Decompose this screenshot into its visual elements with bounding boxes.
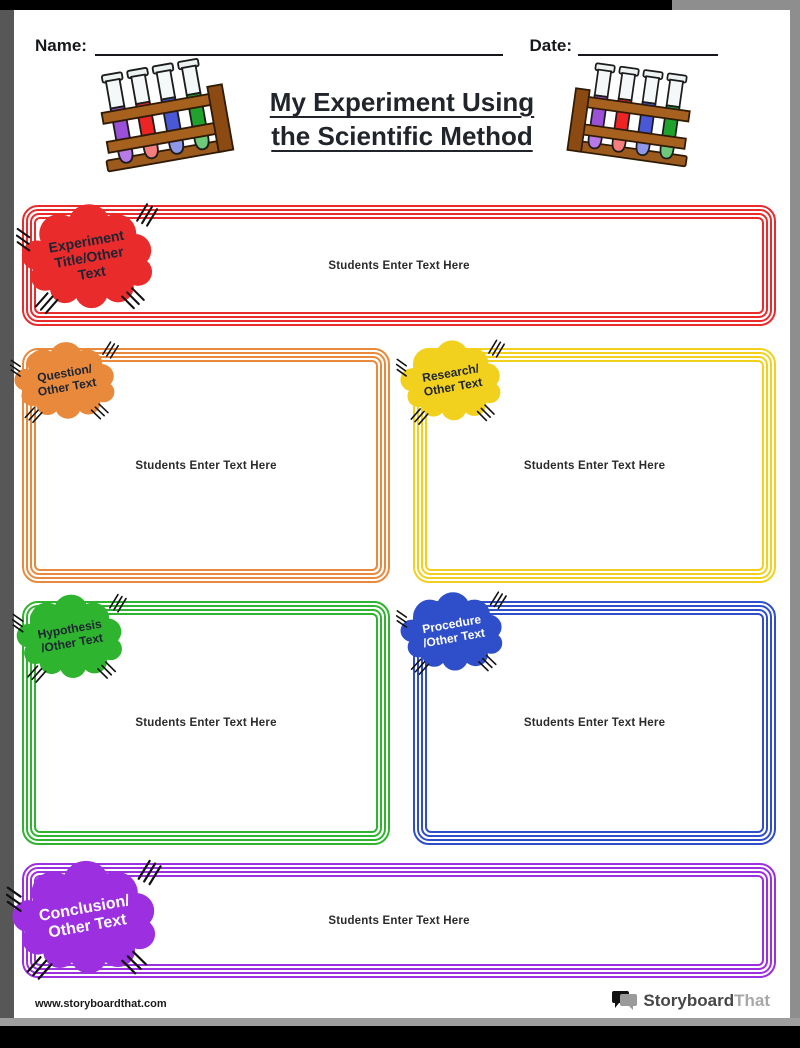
burst-cloud-experiment-title: [16, 196, 162, 318]
text-entry-area[interactable]: Students Enter Text Here: [135, 717, 277, 729]
date-label: Date:: [529, 36, 572, 55]
date-blank-line: [578, 36, 718, 56]
text-entry-area[interactable]: Students Enter Text Here: [523, 459, 666, 472]
text-entry-area[interactable]: Students Enter Text Here: [523, 717, 666, 729]
section-label[interactable]: Conclusion/ Other Text: [37, 891, 131, 942]
page-title-line1: My Experiment Using: [269, 87, 535, 117]
worksheet-page: [14, 10, 790, 1018]
storyboardthat-logo: [612, 990, 770, 1012]
page-title-line2: the Scientific Method: [271, 120, 533, 151]
text-entry-area[interactable]: Students Enter Text Here: [328, 914, 470, 927]
page-shadow-bottom: [0, 1018, 800, 1026]
burst-cloud-research: [396, 334, 508, 428]
burst-cloud-hypothesis: [12, 588, 130, 686]
logo-text-secondary: That: [734, 991, 770, 1010]
text-entry-area[interactable]: Students Enter Text Here: [135, 459, 277, 472]
section-label[interactable]: Procedure /Other Text: [421, 612, 487, 651]
burst-cloud-conclusion: [6, 852, 166, 984]
section-label[interactable]: Experiment Title/Other Text: [47, 226, 126, 284]
name-blank-line: [95, 36, 504, 56]
section-label[interactable]: Research/ Other Text: [421, 361, 484, 399]
website-url: www.storyboardthat.com: [35, 998, 167, 1010]
speech-bubbles-icon: [612, 990, 638, 1012]
name-label: Name:: [35, 36, 87, 55]
logo-text-primary: Storyboard: [643, 991, 735, 1010]
test-tube-rack-icon: [564, 55, 709, 174]
page-shadow-right: [790, 0, 800, 1018]
section-label[interactable]: Hypothesis /Other Text: [36, 616, 105, 656]
burst-cloud-procedure: [396, 586, 510, 678]
page-shadow-top: [672, 0, 790, 10]
header-row: [35, 36, 718, 56]
text-entry-area[interactable]: Students Enter Text Here: [328, 259, 470, 272]
section-label[interactable]: Question/ Other Text: [36, 361, 98, 399]
burst-cloud-question: [10, 336, 122, 426]
